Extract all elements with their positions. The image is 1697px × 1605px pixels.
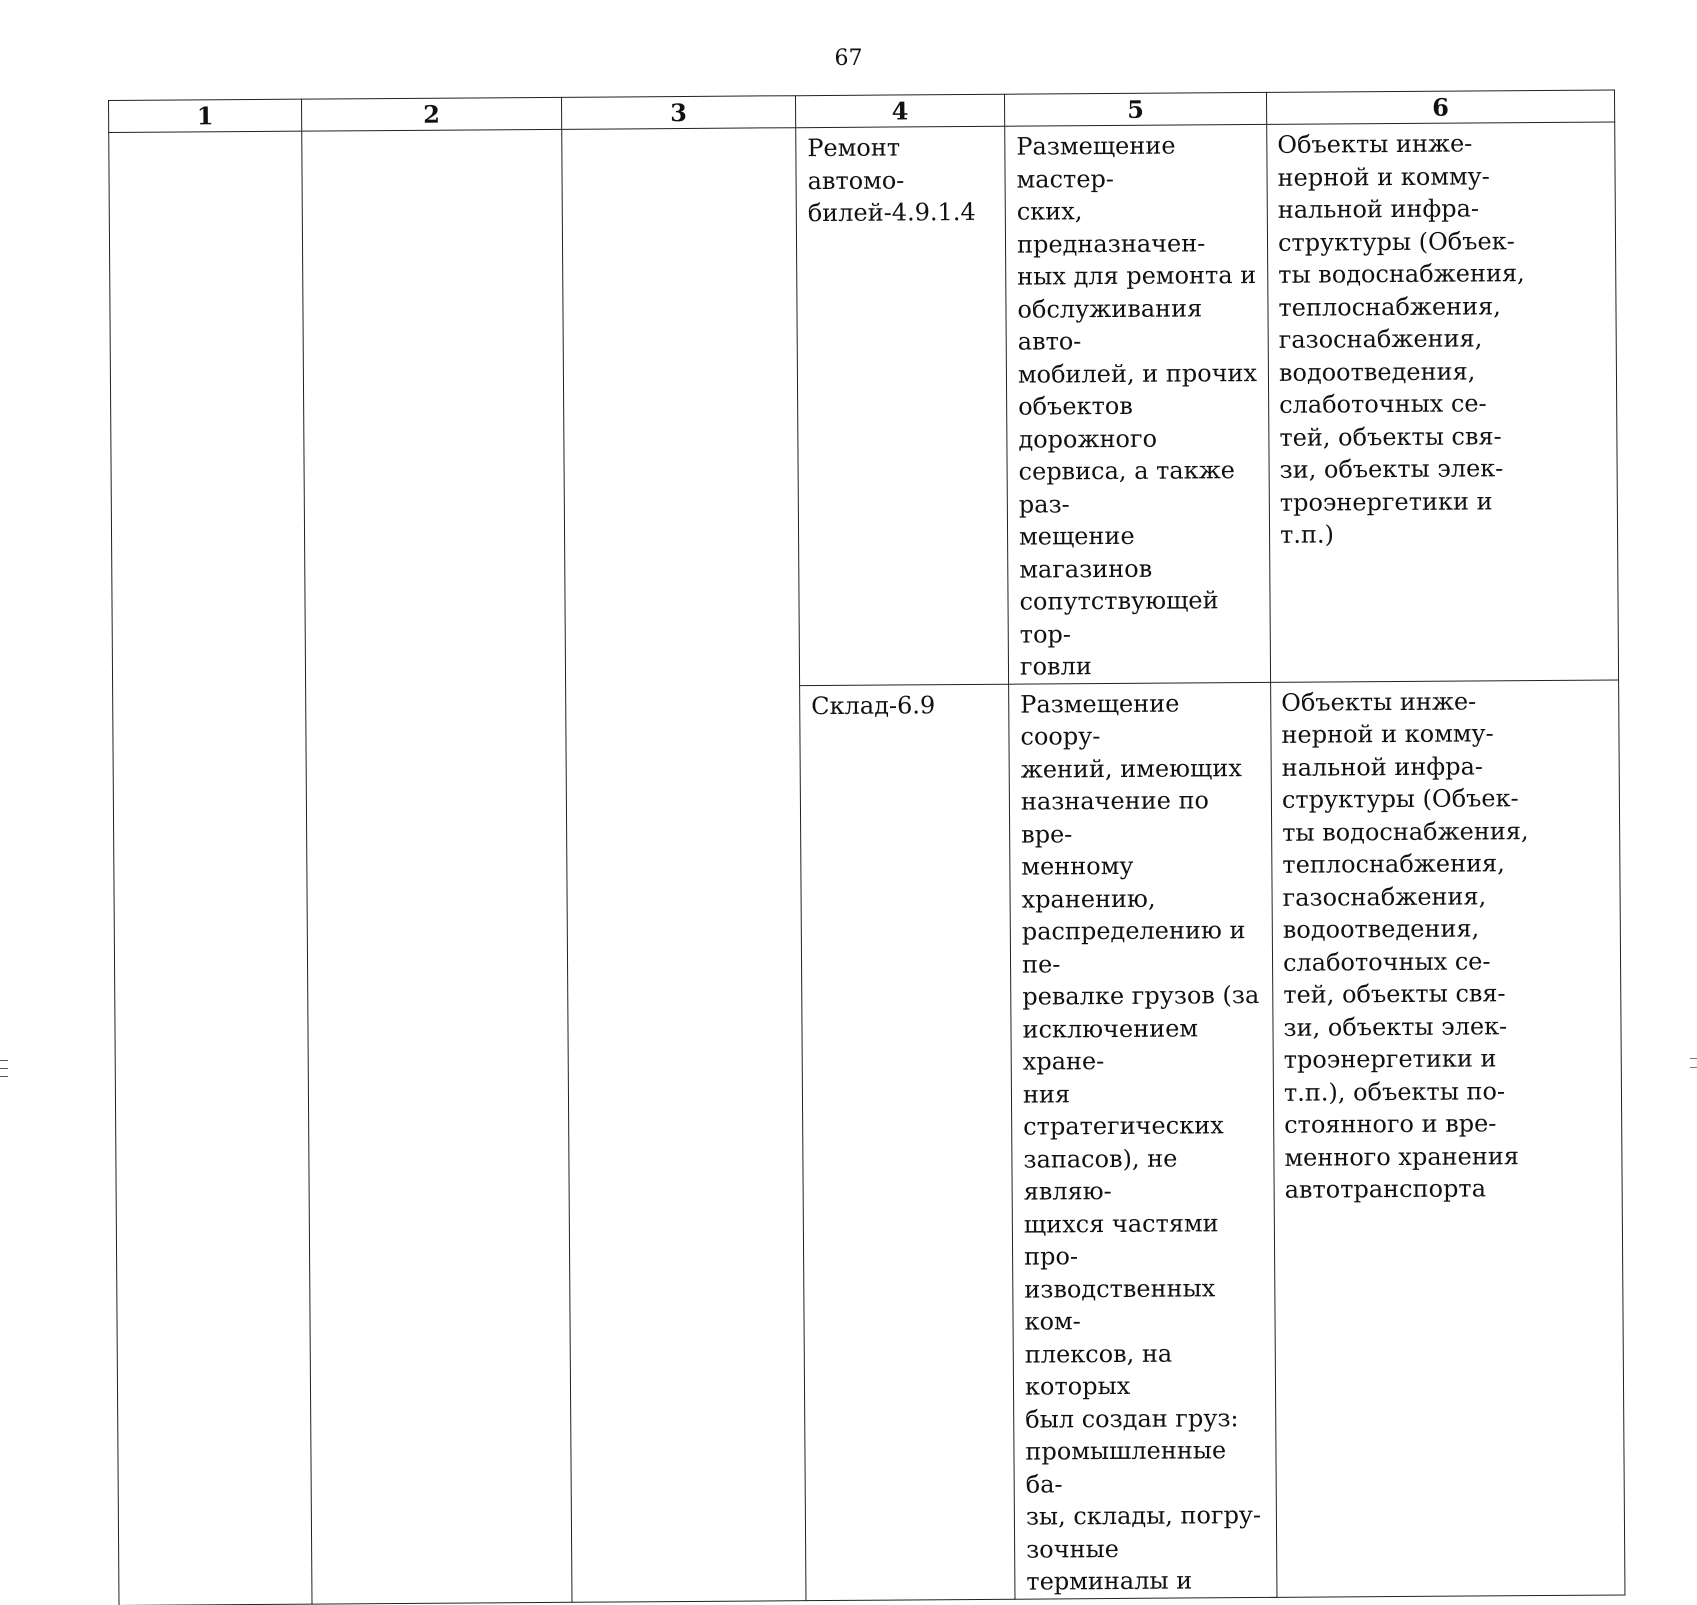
use-description-text: Размещение мастер- ских, предназначен- ных для ремонта и обслуживания авто- мобилей, и прочих объектов дорожного сервиса, а также раз- мещение магазинов сопутствующей тор- говли xyxy=(1016,131,1258,681)
use-description-cell xyxy=(1009,682,1277,1599)
page-number: 67 xyxy=(834,46,863,71)
header-cell-6: 6 xyxy=(1266,90,1614,124)
header-cell-4: 4 xyxy=(795,94,1004,127)
scan-edge-marks-right xyxy=(1690,1058,1697,1076)
use-type-text: Склад-6.9 xyxy=(811,690,936,720)
empty-cell-col3 xyxy=(562,128,806,1602)
header-cell-2: 2 xyxy=(301,97,561,131)
header-cell-3: 3 xyxy=(561,96,795,130)
scan-edge-marks-left xyxy=(0,1060,8,1084)
auxiliary-objects-text: Объекты инже- нерной и комму- нальной инфра- структуры (Объек- ты водоснабжения, теплоснабжения, газоснабжения, водоотведения, слаботочных се- тей, объекты свя- зи, объекты элек- троэнергетики и т.п.) xyxy=(1277,129,1525,549)
auxiliary-objects-cell xyxy=(1271,679,1625,1596)
empty-cell-col1 xyxy=(109,131,312,1605)
land-use-table-container xyxy=(108,89,1624,1605)
use-type-cell xyxy=(800,684,1015,1600)
use-type-text: Ремонт автомо- билей-4.9.1.4 xyxy=(807,133,976,228)
auxiliary-objects-cell xyxy=(1267,122,1619,682)
auxiliary-objects-text: Объекты инже- нерной и комму- нальной инфра- структуры (Объек- ты водоснабжения, теплоснабжения, газоснабжения, водоотведения, слаботочных се- тей, объекты свя- зи, объекты элек- троэнергетики и т.п.), объекты по- стоянного и вре- менного хранения автотранспорта xyxy=(1281,686,1529,1204)
use-description-cell xyxy=(1005,124,1271,683)
table-row xyxy=(109,122,1619,690)
use-description-text: Размещение соору- жений, имеющих назначение по вре- менному хранению, распределению и пе- ревалке грузов (за исключением хране- ния стратегических запасов), не являю- щихся частями про- изводственных ком- плексов, на которых был создан груз: промышленные ба- зы, склады, погру- зочные терминалы и xyxy=(1020,689,1262,1596)
land-use-table xyxy=(108,89,1625,1605)
header-cell-1: 1 xyxy=(109,99,302,132)
header-cell-5: 5 xyxy=(1004,92,1266,126)
empty-cell-col2 xyxy=(302,129,572,1603)
use-type-cell xyxy=(796,126,1009,685)
